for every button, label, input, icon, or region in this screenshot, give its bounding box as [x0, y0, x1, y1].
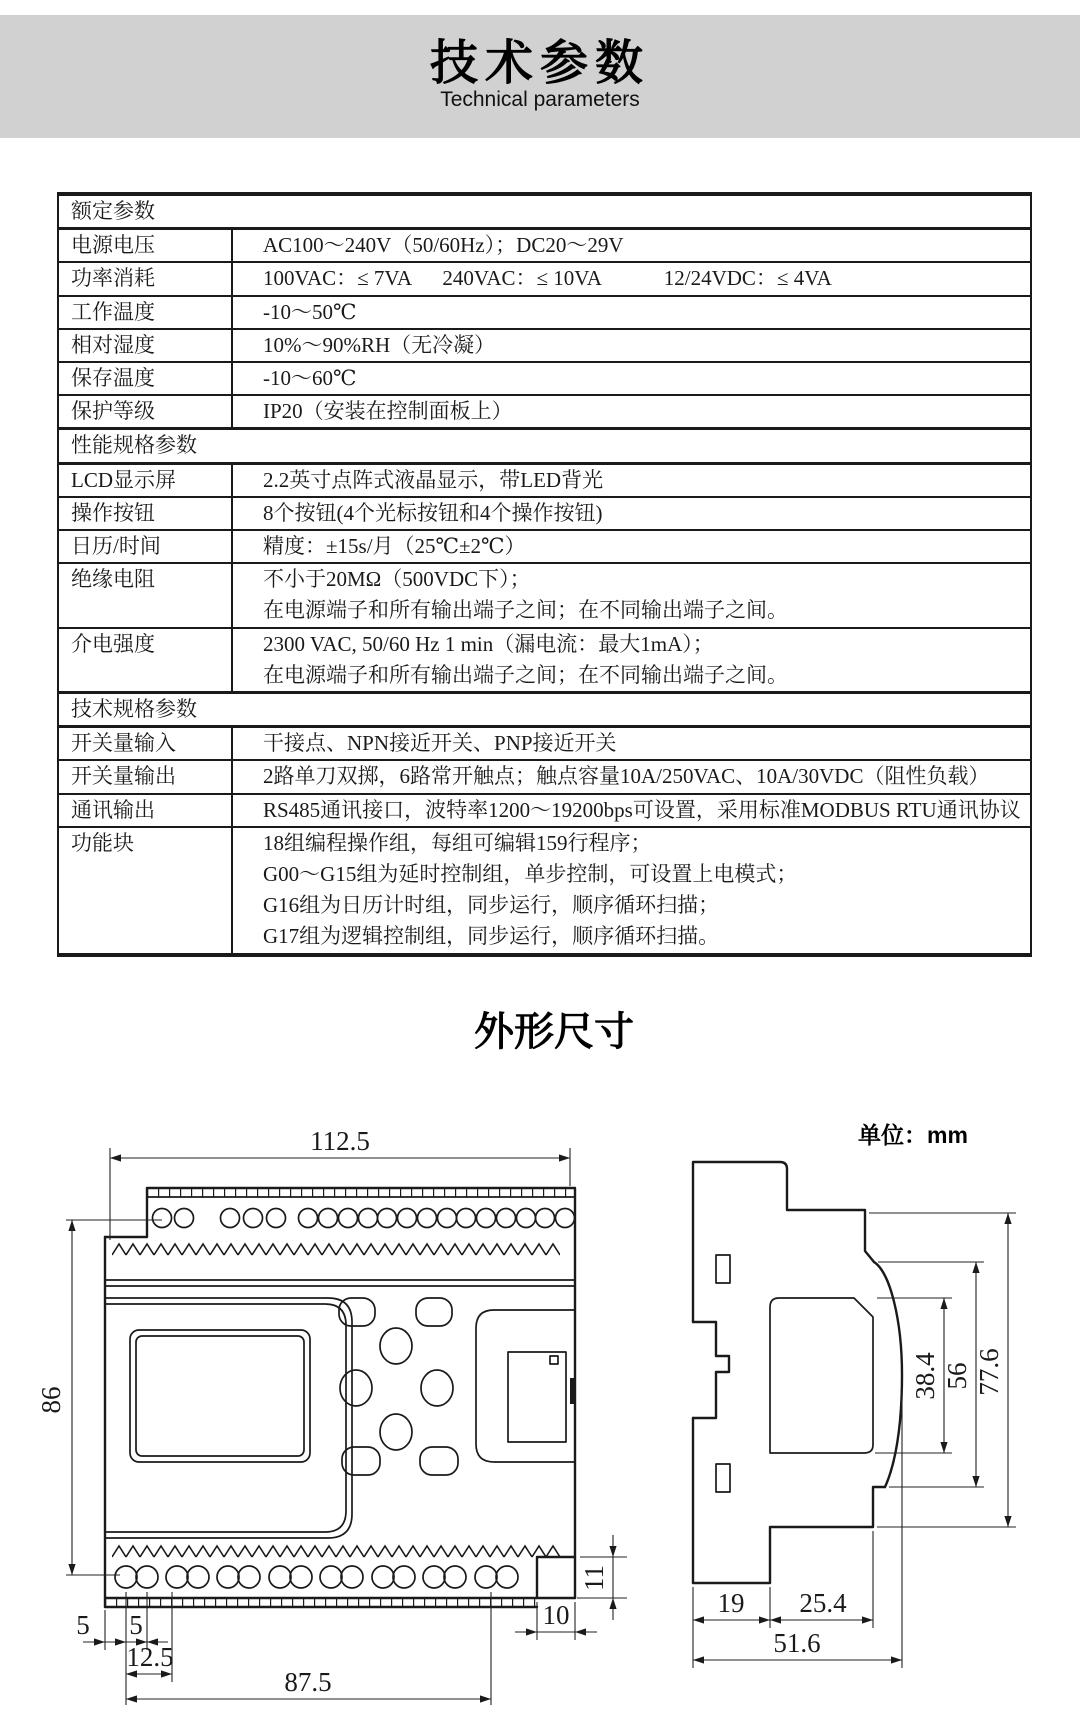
spec-row-digital-output [59, 759, 1030, 792]
corner-notch [537, 1557, 575, 1598]
dim-label-5b: 5 [129, 1610, 143, 1640]
dim-label-19: 19 [717, 1588, 745, 1618]
row-label: 操作按钮 [59, 498, 233, 529]
dim-label-51-6: 51.6 [773, 1628, 821, 1658]
row-value: 100VAC：≤ 7VA 240VAC：≤ 10VA 12/24VDC：≤ 4VA [263, 266, 832, 291]
front-face [105, 1280, 575, 1538]
row-label: 功率消耗 [59, 263, 233, 294]
section-row-rated-params [59, 196, 1030, 227]
keypad-button [420, 1447, 458, 1475]
spec-row-humidity [59, 328, 1030, 361]
spec-row-digital-input [59, 725, 1030, 759]
row-label: 开关量输出 [59, 761, 233, 792]
section-row-technical-params [59, 691, 1030, 725]
dim-label-77-6: 77.6 [974, 1348, 1004, 1396]
spec-row-insulation-resistance [59, 562, 1030, 626]
lcd-screen [130, 1330, 310, 1462]
dim-label-5a: 5 [76, 1610, 90, 1640]
dim-label-56: 56 [942, 1362, 972, 1390]
side-view [693, 1162, 1016, 1668]
row-value: -10～50℃ [263, 299, 357, 324]
side-clip-window-bottom [716, 1464, 730, 1492]
expansion-port [476, 1310, 575, 1462]
row-value-line: 不小于20MΩ（500VDC下）； [263, 567, 531, 592]
cursor-button-down [380, 1414, 412, 1450]
lcd-screen-inner [136, 1336, 304, 1456]
unit-label: 单位：mm [858, 1122, 968, 1148]
dim-label-25-4: 25.4 [799, 1588, 847, 1618]
row-value-line: 18组编程操作组，每组可编辑159行程序； [263, 830, 652, 855]
row-value: IP20（安装在控制面板上） [263, 399, 513, 424]
row-label: 电源电压 [59, 230, 233, 261]
dim-front-height [36, 1220, 162, 1575]
vent-zigzag-bottom [112, 1544, 560, 1559]
keypad-button [342, 1447, 380, 1475]
row-label: 功能块 [59, 828, 233, 953]
row-value-line: G16组为日历计时组，同步运行，顺序循环扫描； [263, 893, 720, 918]
side-clip-window-top [716, 1255, 730, 1283]
cursor-button-left [340, 1370, 372, 1406]
dim-label-11: 11 [579, 1565, 609, 1591]
row-label: 工作温度 [59, 297, 233, 328]
section-label: 额定参数 [71, 199, 155, 223]
dim-side-depths [693, 1390, 902, 1668]
top-terminal-row [153, 1209, 575, 1228]
row-label: 开关量输入 [59, 728, 233, 759]
cursor-button-right [421, 1370, 453, 1406]
row-label: 保护等级 [59, 396, 233, 427]
dim-front-bottom [76, 1592, 491, 1705]
face-groove-outer [105, 1298, 352, 1538]
row-value: RS485通讯接口，波特率1200～19200bps可设置，采用标准MODBUS RTU通讯协议 [263, 797, 1021, 822]
page-subtitle: Technical parameters [440, 88, 640, 111]
dim-label-38-4: 38.4 [910, 1352, 940, 1400]
row-value: -10～60℃ [263, 366, 357, 391]
vent-zigzag-top [112, 1242, 560, 1257]
row-label: 介电强度 [59, 629, 233, 691]
row-label: LCD显示屏 [59, 465, 233, 496]
row-label: 相对湿度 [59, 330, 233, 361]
row-value: 2.2英寸点阵式液晶显示，带LED背光 [263, 467, 604, 492]
cursor-button-up [380, 1328, 412, 1364]
side-front-panel [770, 1298, 873, 1453]
keypad [339, 1298, 458, 1475]
row-value: 8个按钮(4个光标按钮和4个操作按钮) [263, 500, 603, 525]
spec-row-communication [59, 793, 1030, 826]
spec-row-buttons [59, 496, 1030, 529]
page-title: 技术参数 [429, 37, 650, 90]
drawings-title: 外形尺寸 [474, 1010, 634, 1054]
row-value-line: G17组为逻辑控制组，同步运行，顺序循环扫描。 [263, 924, 720, 949]
row-label: 保存温度 [59, 363, 233, 394]
spec-table [57, 192, 1032, 957]
din-rail-slot [693, 1322, 729, 1418]
spec-row-working-temp [59, 295, 1030, 328]
row-value-line: 在电源端子和所有输出端子之间；在不同输出端子之间。 [263, 662, 788, 687]
row-label: 通讯输出 [59, 795, 233, 826]
row-label: 绝缘电阻 [59, 564, 233, 626]
spec-row-function-blocks [59, 826, 1030, 953]
row-value: 10%～90%RH（无冷凝） [263, 332, 496, 357]
spec-row-dielectric-strength [59, 627, 1030, 691]
dim-label-86: 86 [36, 1386, 66, 1414]
top-edge-ticks [147, 1188, 575, 1197]
section-label: 技术规格参数 [71, 697, 197, 722]
spec-row-lcd [59, 462, 1030, 496]
side-profile-outline [693, 1162, 902, 1583]
row-label: 日历/时间 [59, 531, 233, 562]
section-label: 性能规格参数 [71, 433, 197, 458]
row-value-line: 在电源端子和所有输出端子之间；在不同输出端子之间。 [263, 598, 788, 623]
row-value-line: 2300 VAC, 50/60 Hz 1 min（漏电流：最大1mA）； [263, 631, 714, 656]
row-value-line: G00～G15组为延时控制组，单步控制，可设置上电模式； [263, 862, 798, 887]
spec-row-power-consumption [59, 261, 1030, 294]
dim-side-heights [869, 1213, 1016, 1527]
section-row-performance-params [59, 427, 1030, 461]
spec-row-calendar-time [59, 529, 1030, 562]
bottom-edge-ticks [105, 1598, 537, 1607]
bottom-terminal-row [115, 1566, 518, 1588]
dim-label-87-5: 87.5 [284, 1667, 332, 1697]
keypad-button [416, 1298, 452, 1326]
dimension-drawings [0, 1100, 1080, 1709]
dim-label-10: 10 [542, 1600, 570, 1630]
row-value: 精度：±15s/月（25℃±2℃） [263, 534, 526, 559]
row-value: AC100～240V（50/60Hz）；DC20～29V [263, 233, 624, 258]
spec-row-protection-class [59, 394, 1030, 427]
spec-row-storage-temp [59, 361, 1030, 394]
row-value: 干接点、NPN接近开关、PNP接近开关 [263, 731, 617, 756]
front-view [36, 1126, 627, 1705]
dim-label-12-5: 12.5 [126, 1642, 174, 1672]
spec-row-power-voltage [59, 227, 1030, 261]
row-value: 2路单刀双掷，6路常开触点；触点容量10A/250VAC、10A/30VDC（阻性负载） [263, 764, 990, 789]
dim-label-112-5: 112.5 [310, 1126, 370, 1156]
